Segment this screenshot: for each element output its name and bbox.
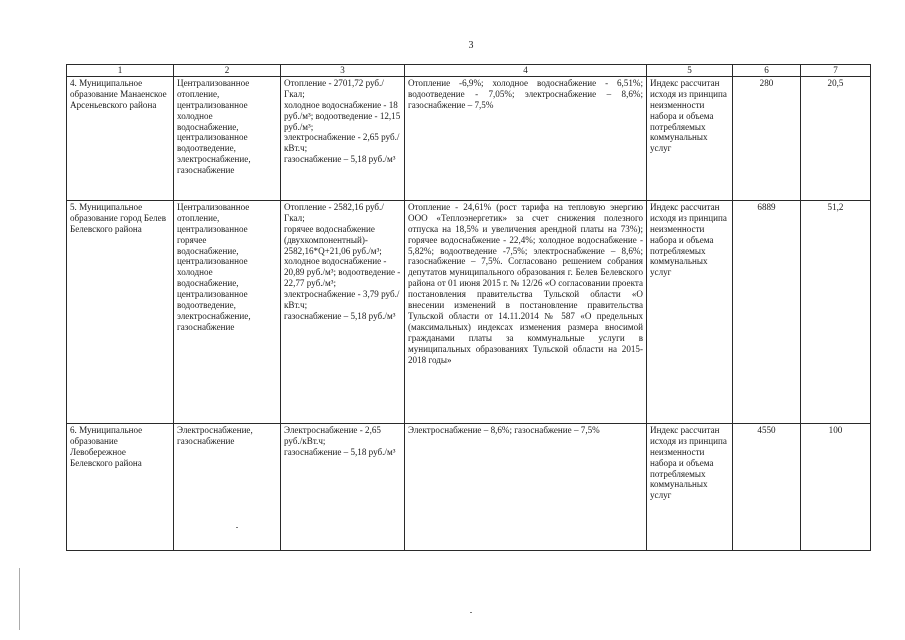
- column-header-2: 2: [174, 65, 281, 77]
- municipality-cell: 4. Муниципальное образование Манаенское Арсеньевского района: [67, 76, 174, 200]
- population-cell: 6889: [733, 200, 801, 423]
- population-cell: 280: [733, 76, 801, 200]
- municipality-cell: 5. Муниципальное образование город Белев Белевского района: [67, 200, 174, 423]
- column-header-7: 7: [801, 65, 871, 77]
- scan-margin-mark: [19, 568, 20, 630]
- tariffs-cell: Электроснабжение - 2,65 руб./кВт.ч; газоснабжение – 5,18 руб./м³: [281, 423, 405, 550]
- share-cell: 100: [801, 423, 871, 550]
- scan-speck: [236, 527, 238, 528]
- index-note-cell: Индекс рассчитан исходя из принципа неизменности набора и объема потребляемых коммунальных услуг: [647, 76, 733, 200]
- services-cell: Электроснабжение, газоснабжение: [174, 423, 281, 550]
- table-row: [67, 76, 871, 200]
- services-cell: Централизованное отопление, централизованное горячее водоснабжение, централизованное холодное водоснабжение, централизованное водоотведение, электроснабжение, газоснабжение: [174, 200, 281, 423]
- header-row: [67, 65, 871, 77]
- tariffs-cell: Отопление - 2701,72 руб./Гкал; холодное водоснабжение - 18 руб./м³; водоотведение - 12,15 руб./м³; электроснабжение - 2,65 руб./кВт.ч; газоснабжение – 5,18 руб./м³: [281, 76, 405, 200]
- index-note-cell: Индекс рассчитан исходя из принципа неизменности набора и объема потребляемых коммунальных услуг: [647, 423, 733, 550]
- population-cell: 4550: [733, 423, 801, 550]
- services-cell: Централизованное отопление, централизованное холодное водоснабжение, централизованное водоотведение, электроснабжение, газоснабжение: [174, 76, 281, 200]
- column-header-3: 3: [281, 65, 405, 77]
- share-cell: 51,2: [801, 200, 871, 423]
- page-number: 3: [468, 40, 474, 51]
- scan-speck: [470, 612, 472, 613]
- table-row: [67, 200, 871, 423]
- growth-cell: Отопление -6,9%; холодное водоснабжение - 6,51%; водоотведение - 7,05%; электроснабжение – 8,6%; газоснабжение – 7,5%: [405, 76, 647, 200]
- table-row: [67, 423, 871, 550]
- column-header-6: 6: [733, 65, 801, 77]
- column-header-1: 1: [67, 65, 174, 77]
- growth-cell: Отопление - 24,61% (рост тарифа на тепловую энергию ООО «Теплоэнергетик» за счет снижения полезного отпуска на 18,5% и увеличения арендной платы на 73%); горячее водоснабжение - 22,4%; холодное водоснабжение - 5,82%; водоотведение -7,5%; электроснабжение – 8,6%; газоснабжение – 7,5%. Согласовано решением собрания депутатов муниципального образования г. Белев Белевского района от 01 июня 2015 г. № 12/26 «О согласовании проекта постановления правительства Тульской области «О внесении изменений в постановление правительства Тульской области от 14.11.2014 № 587 «О предельных (максимальных) индексах изменения размера вносимой гражданами платы за коммунальные услуги в муниципальных образованиях Тульской области на 2015-2018 годы»: [405, 200, 647, 423]
- column-header-5: 5: [647, 65, 733, 77]
- share-cell: 20,5: [801, 76, 871, 200]
- tariffs-cell: Отопление - 2582,16 руб./Гкал; горячее водоснабжение (двухкомпонентный)- 2582,16*Q+21,06 руб./м³; холодное водоснабжение - 20,89 руб./м³; водоотведение - 22,77 руб./м³; электроснабжение - 3,79 руб./кВт.ч; газоснабжение – 5,18 руб./м³: [281, 200, 405, 423]
- index-note-cell: Индекс рассчитан исходя из принципа неизменности набора и объема потребляемых коммунальных услуг: [647, 200, 733, 423]
- column-header-4: 4: [405, 65, 647, 77]
- regulatory-table: [66, 64, 871, 551]
- growth-cell: Электроснабжение – 8,6%; газоснабжение – 7,5%: [405, 423, 647, 550]
- municipality-cell: 6. Муниципальное образование Левобережное Белевского района: [67, 423, 174, 550]
